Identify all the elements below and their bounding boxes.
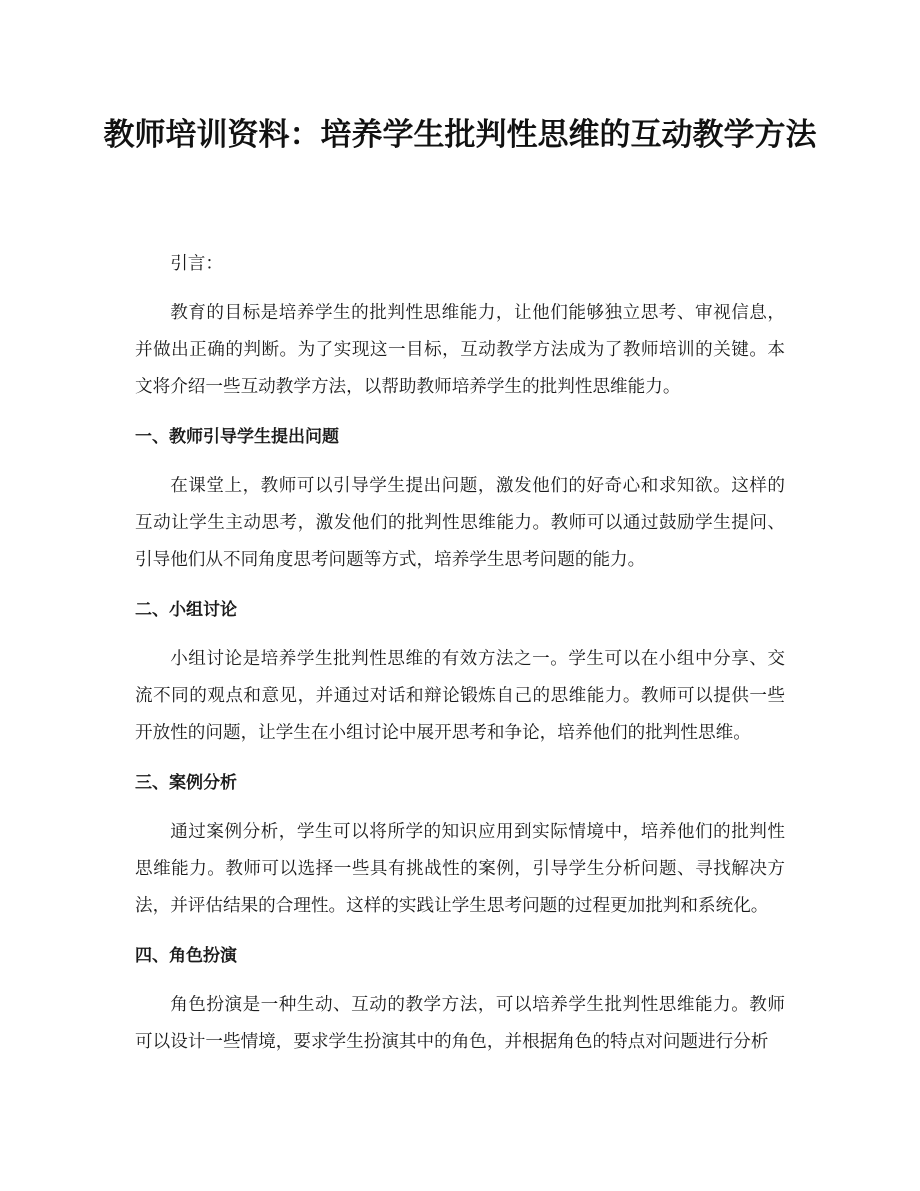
intro-paragraph: 教育的目标是培养学生的批判性思维能力，让他们能够独立思考、审视信息，并做出正确的判断。为了实现这一目标，互动教学方法成为了教师培训的关键。本文将介绍一些互动教学方法，以帮助教师培养学生的批判性思维能力。 (135, 303, 785, 397)
section-paragraph-1: 在课堂上，教师可以引导学生提出问题，激发他们的好奇心和求知欲。这样的互动让学生主动思考，激发他们的批判性思维能力。教师可以通过鼓励学生提问、引导他们从不同角度思考问题等方式，培养学生思考问题的能力。 (135, 476, 785, 570)
intro-label: 引言： (170, 254, 223, 274)
section-paragraph-3: 通过案例分析，学生可以将所学的知识应用到实际情境中，培养他们的批判性思维能力。教师可以选择一些具有挑战性的案例，引导学生分析问题、寻找解决方法，并评估结果的合理性。这样的实践让学生思考问题的过程更加批判和系统化。 (135, 822, 785, 916)
document-body (135, 246, 785, 1074)
section-paragraph-2: 小组讨论是培养学生批判性思维的有效方法之一。学生可以在小组中分享、交流不同的观点和意见，并通过对话和辩论锻炼自己的思维能力。教师可以提供一些开放性的问题，让学生在小组讨论中展开思考和争论，培养他们的批判性思维。 (135, 649, 785, 743)
watermark: www.zixin.com.cn (355, 15, 861, 84)
document-title: 教师培训资料：培养学生批判性思维的互动教学方法 (103, 117, 817, 153)
section-heading-1: 一、教师引导学生提出问题 (135, 427, 339, 447)
section-heading-4: 四、角色扮演 (135, 946, 237, 966)
section-heading-3: 三、案例分析 (135, 773, 237, 793)
section-paragraph-4: 角色扮演是一种生动、互动的教学方法，可以培养学生批判性思维能力。教师可以设计一些情境，要求学生扮演其中的角色，并根据角色的特点对问题进行分析 (135, 995, 785, 1052)
section-heading-2: 二、小组讨论 (135, 600, 237, 620)
